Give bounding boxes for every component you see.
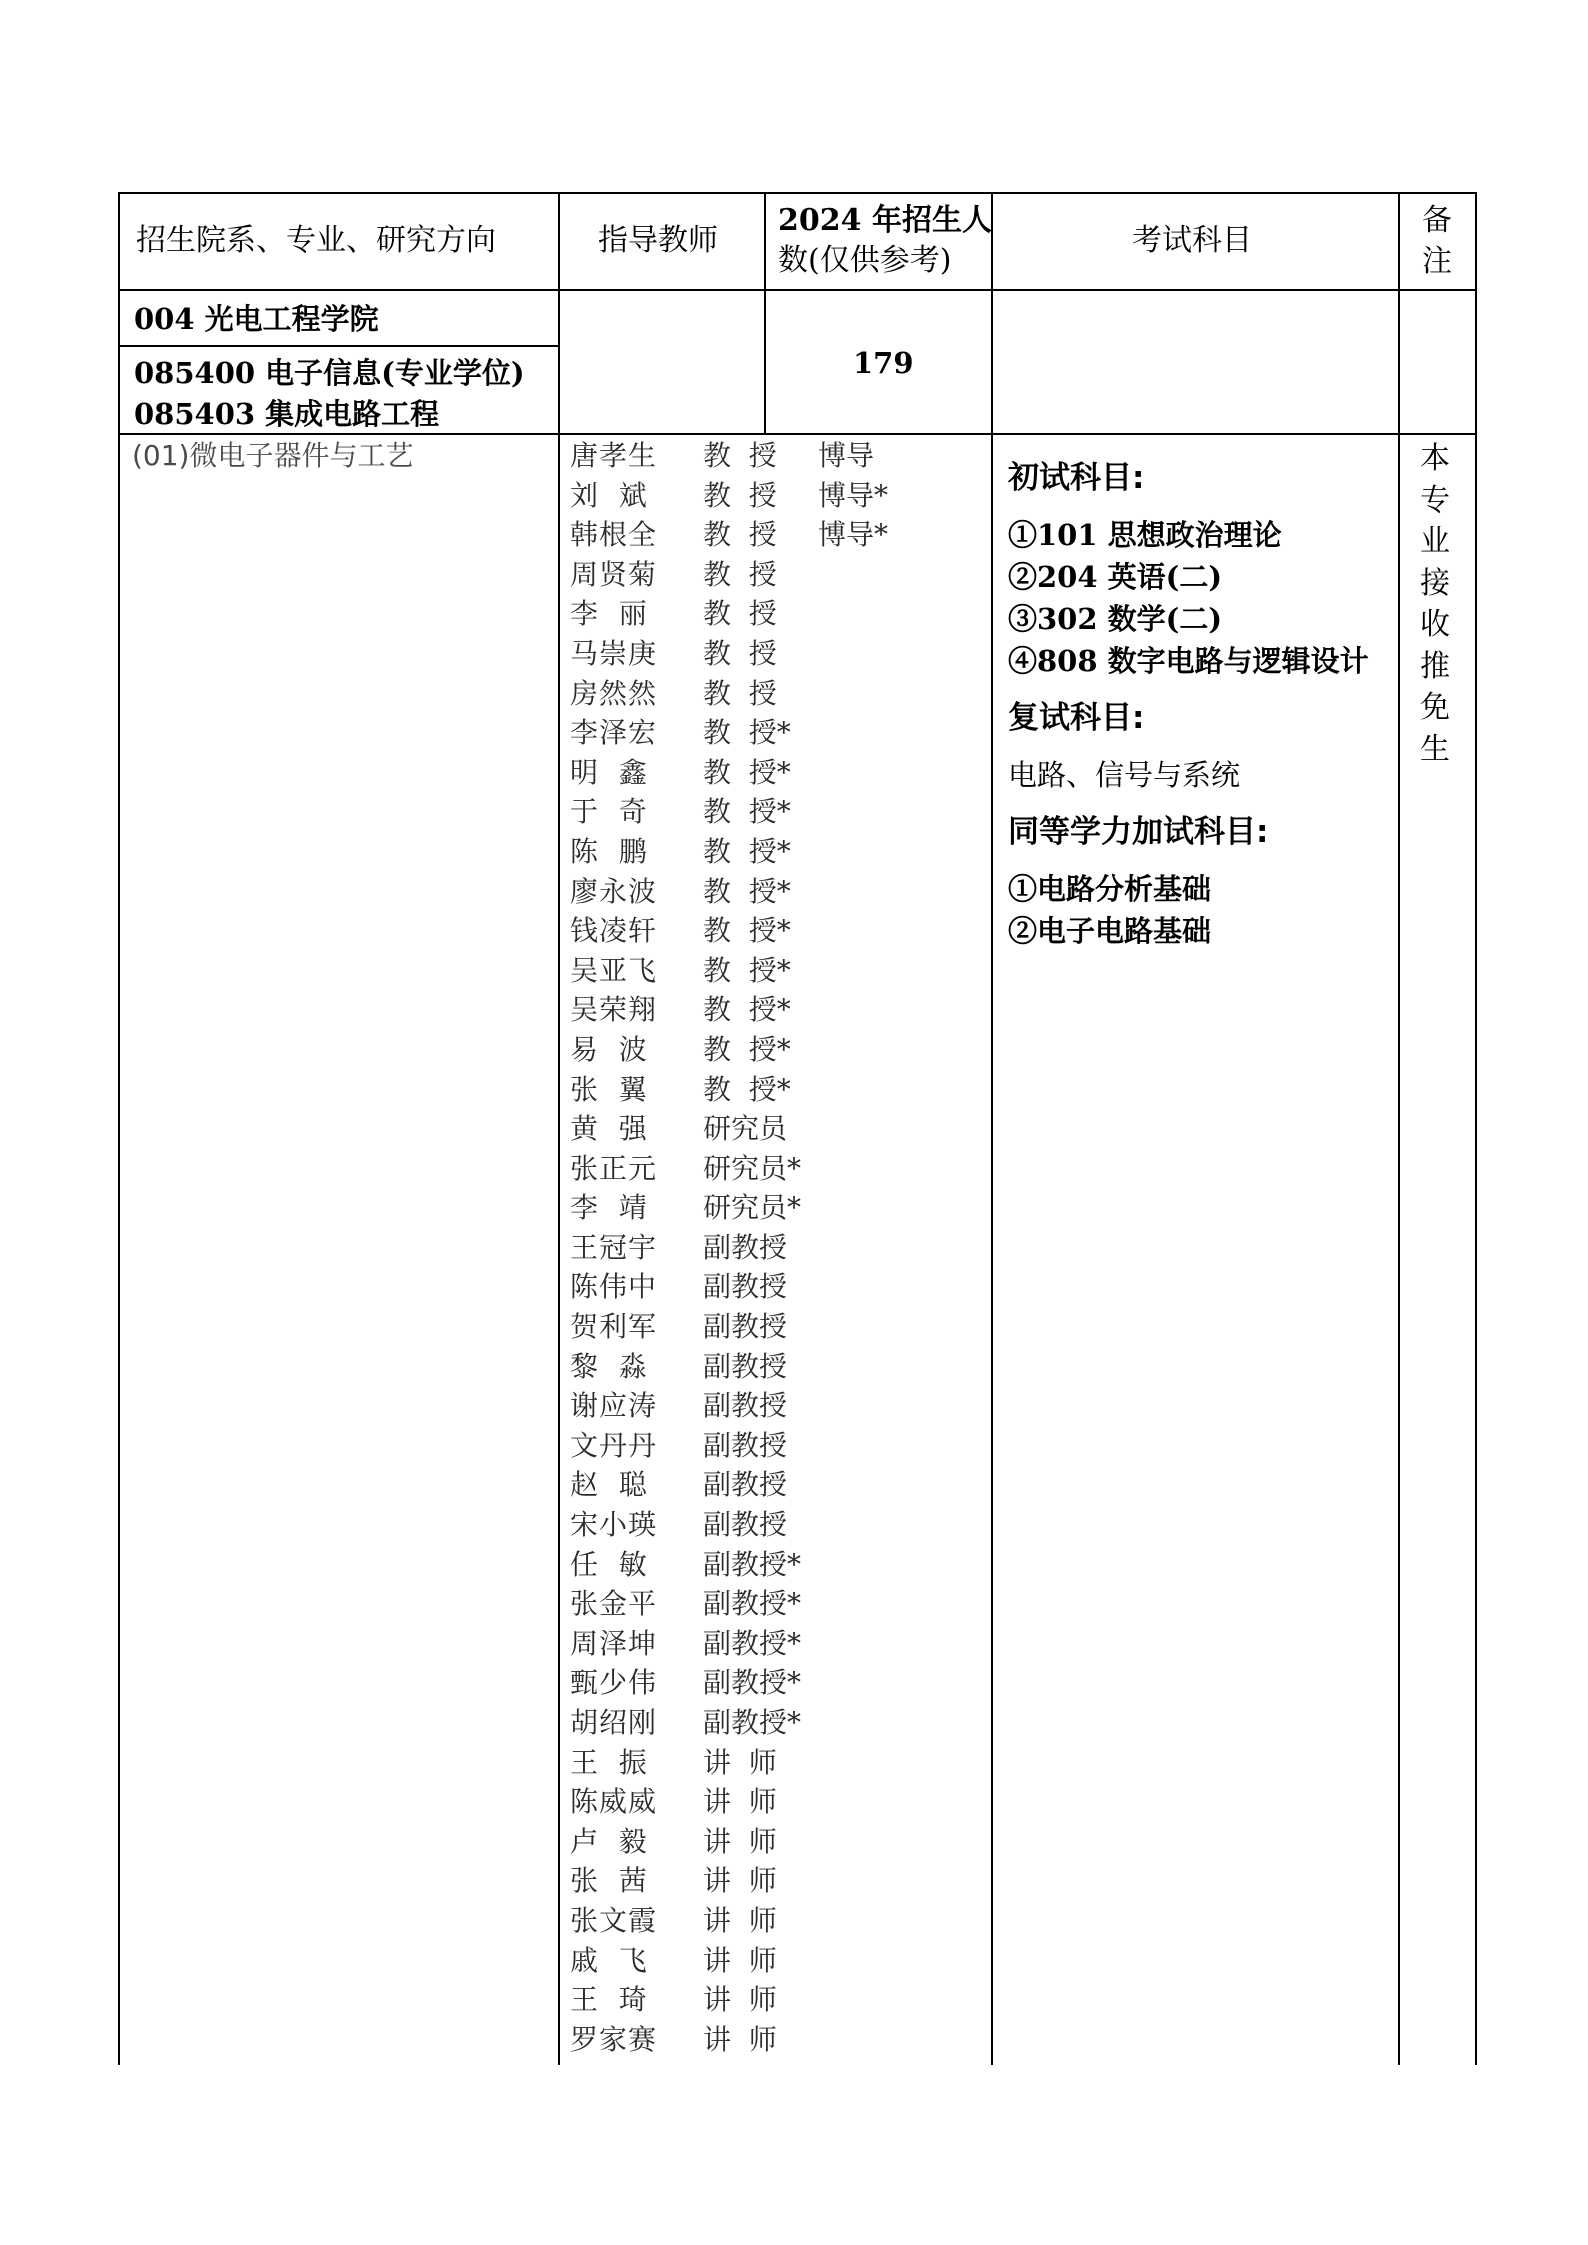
remark-char: 免 [1420, 690, 1450, 725]
advisor-name: 吴荣翔 [570, 993, 658, 1027]
advisor-row [570, 1545, 970, 1585]
advisor-row [570, 1070, 970, 1110]
remark-char: 接 [1420, 565, 1450, 601]
advisor-name: 张正元 [570, 1151, 658, 1185]
advisor-note: 博导* [818, 518, 889, 552]
table-border-top [118, 192, 1477, 194]
remark-char: 专 [1420, 482, 1450, 518]
research-direction: (01)微电子器件与工艺 [132, 439, 414, 472]
advisor-name: 易 波 [570, 1032, 648, 1066]
advisor-name: 张 翼 [570, 1072, 648, 1106]
advisor-title: 副教授 [703, 1468, 788, 1502]
advisor-name: 谢应涛 [570, 1389, 658, 1423]
advisor-name: 王 振 [570, 1745, 648, 1779]
equivalent-exam-heading: 同等学力加试科目: [1008, 814, 1269, 850]
col-divider-4 [1398, 192, 1400, 2065]
initial-exam-item: ④808 数字电路与逻辑设计 [1008, 644, 1369, 678]
advisor-title: 副教授* [703, 1666, 802, 1700]
advisor-row [570, 1703, 970, 1743]
advisor-name: 宋小瑛 [570, 1508, 658, 1542]
school-name: 004 光电工程学院 [134, 302, 379, 336]
advisor-name: 周贤菊 [570, 557, 658, 591]
advisor-row [570, 634, 970, 674]
advisor-row [570, 753, 970, 793]
advisor-name: 罗家赛 [570, 2022, 658, 2056]
advisor-list [570, 436, 970, 2059]
remark-char: 推 [1420, 648, 1450, 684]
advisor-row [570, 1505, 970, 1545]
advisor-title: 副教授 [703, 1310, 788, 1344]
advisor-row [570, 594, 970, 634]
advisor-row [570, 1228, 970, 1268]
advisor-name: 贺利军 [570, 1310, 658, 1344]
advisor-title: 讲 师 [703, 1943, 777, 1977]
advisor-name: 钱凌轩 [570, 914, 658, 948]
advisor-row [570, 1465, 970, 1505]
advisor-title: 教 授* [703, 795, 791, 829]
advisor-title: 研究员* [703, 1151, 802, 1185]
advisor-row [570, 1980, 970, 2020]
advisor-row [570, 1347, 970, 1387]
retest-heading: 复试科目: [1008, 700, 1145, 736]
advisor-title: 副教授 [703, 1230, 788, 1264]
advisor-name: 王冠宇 [570, 1230, 658, 1264]
sub-major-name: 085403 集成电路工程 [134, 397, 440, 431]
advisor-row [570, 1030, 970, 1070]
advisor-title: 副教授 [703, 1270, 788, 1304]
advisor-row [570, 872, 970, 912]
advisor-name: 房然然 [570, 676, 658, 710]
advisor-title: 教 授* [703, 755, 791, 789]
initial-exam-heading: 初试科目: [1008, 460, 1145, 496]
advisor-name: 于 奇 [570, 795, 648, 829]
advisor-row [570, 1663, 970, 1703]
advisor-row [570, 1624, 970, 1664]
col-divider-3 [991, 192, 993, 2065]
advisor-name: 刘 斌 [570, 478, 648, 512]
col-divider-2 [764, 192, 766, 435]
advisor-name: 张文霞 [570, 1903, 658, 1937]
advisor-row [570, 1267, 970, 1307]
advisor-title: 教 授 [703, 518, 777, 552]
table-border-left [118, 192, 120, 2065]
advisor-name: 李 丽 [570, 597, 648, 631]
header-advisor: 指导教师 [598, 223, 718, 258]
advisor-title: 讲 师 [703, 1983, 777, 2017]
advisor-title: 副教授 [703, 1428, 788, 1462]
advisor-title: 讲 师 [703, 1824, 777, 1858]
advisor-title: 副教授* [703, 1587, 802, 1621]
advisor-row [570, 555, 970, 595]
school-row-divider [118, 345, 560, 347]
advisor-title: 讲 师 [703, 1785, 777, 1819]
initial-exam-item: ①101 思想政治理论 [1008, 518, 1282, 552]
remark [1420, 438, 1450, 770]
equivalent-exam-item: ①电路分析基础 [1008, 872, 1212, 906]
advisor-name: 韩根全 [570, 518, 658, 552]
advisor-title: 教 授 [703, 636, 777, 670]
advisor-row [570, 1149, 970, 1189]
advisor-row [570, 1822, 970, 1862]
header-divider [118, 289, 1477, 291]
advisor-name: 甄少伟 [570, 1666, 658, 1700]
advisor-name: 李泽宏 [570, 716, 658, 750]
advisor-title: 教 授 [703, 676, 777, 710]
advisor-name: 黎 淼 [570, 1349, 648, 1383]
advisor-row [570, 990, 970, 1030]
advisor-title: 教 授 [703, 557, 777, 591]
advisor-title: 教 授* [703, 1072, 791, 1106]
advisor-row [570, 1941, 970, 1981]
advisor-row [570, 911, 970, 951]
advisor-title: 副教授* [703, 1706, 802, 1739]
advisor-title: 讲 师 [703, 1864, 777, 1898]
advisor-row [570, 1307, 970, 1347]
advisor-title: 教 授* [703, 914, 791, 948]
advisor-row [570, 1782, 970, 1822]
header-enrollment-line1: 2024 年招生人 [778, 203, 992, 238]
initial-exam-item: ②204 英语(二) [1008, 560, 1223, 594]
advisor-row [570, 832, 970, 872]
advisor-title: 讲 师 [703, 2022, 777, 2056]
advisor-title: 教 授* [703, 993, 791, 1027]
advisor-name: 卢 毅 [570, 1824, 648, 1858]
advisor-row [570, 436, 970, 476]
header-enrollment-line2: 数(仅供参考) [778, 243, 952, 278]
advisor-title: 教 授* [703, 834, 791, 868]
advisor-name: 张金平 [570, 1587, 658, 1621]
advisor-title: 教 授 [703, 478, 777, 512]
advisor-name: 黄 强 [570, 1112, 648, 1146]
exam-subjects [1008, 456, 1398, 952]
remark-char: 业 [1420, 524, 1450, 559]
advisor-title: 教 授* [703, 953, 791, 987]
advisor-name: 廖永波 [570, 874, 658, 908]
advisor-name: 文丹丹 [570, 1428, 658, 1462]
advisor-row [570, 1426, 970, 1466]
major-name: 085400 电子信息(专业学位) [134, 356, 525, 390]
advisor-name: 戚 飞 [570, 1943, 648, 1977]
advisor-row [570, 476, 970, 516]
advisor-note: 博导* [818, 478, 889, 512]
advisor-title: 教 授* [703, 874, 791, 908]
advisor-title: 研究员* [703, 1191, 802, 1225]
advisor-row [570, 1861, 970, 1901]
remark-char: 生 [1420, 731, 1450, 767]
advisor-name: 张 茜 [570, 1864, 648, 1898]
advisor-row [570, 1109, 970, 1149]
advisor-row [570, 1743, 970, 1783]
advisor-name: 王 琦 [570, 1983, 648, 2017]
remark-char: 收 [1420, 607, 1450, 642]
advisor-note: 博导 [818, 439, 875, 472]
advisor-name: 胡绍刚 [570, 1706, 658, 1739]
advisor-name: 陈伟中 [570, 1270, 658, 1304]
advisor-name: 任 敏 [570, 1547, 648, 1581]
advisor-title: 副教授 [703, 1349, 788, 1383]
header-department: 招生院系、专业、研究方向 [136, 223, 496, 258]
advisor-name: 马崇庚 [570, 636, 658, 670]
equivalent-exam-item: ②电子电路基础 [1008, 914, 1212, 948]
advisor-row [570, 1188, 970, 1228]
advisor-title: 教 授* [703, 716, 791, 750]
advisor-name: 李 靖 [570, 1191, 648, 1225]
advisor-name: 吴亚飞 [570, 953, 658, 987]
advisor-row [570, 1386, 970, 1426]
table-border-right [1475, 192, 1477, 2065]
col-divider-1 [558, 192, 560, 2065]
initial-exam-item: ③302 数学(二) [1008, 602, 1223, 636]
advisor-row [570, 1584, 970, 1624]
advisor-title: 教 授 [703, 597, 777, 631]
enrollment-count: 179 [853, 346, 914, 380]
advisor-row [570, 713, 970, 753]
advisor-title: 副教授* [703, 1626, 802, 1660]
advisor-title: 教 授* [703, 1032, 791, 1066]
header-remark-line2: 注 [1422, 244, 1452, 279]
advisor-title: 副教授 [703, 1508, 788, 1542]
advisor-name: 周泽坤 [570, 1626, 658, 1660]
advisor-title: 讲 师 [703, 1745, 777, 1779]
advisor-name: 赵 聪 [570, 1468, 648, 1502]
advisor-name: 唐孝生 [570, 439, 658, 472]
retest-item: 电路、信号与系统 [1008, 758, 1241, 792]
advisor-title: 副教授 [703, 1389, 788, 1423]
advisor-row [570, 515, 970, 555]
remark-char: 本 [1420, 441, 1450, 476]
advisor-title: 副教授* [703, 1547, 802, 1581]
advisor-row [570, 1901, 970, 1941]
advisor-title: 教 授 [703, 439, 777, 472]
advisor-title: 研究员 [703, 1112, 788, 1146]
advisor-name: 陈威威 [570, 1785, 658, 1819]
advisor-row [570, 2020, 970, 2060]
header-exam-subjects: 考试科目 [1132, 223, 1252, 258]
advisor-row [570, 951, 970, 991]
header-remark-line1: 备 [1422, 203, 1452, 238]
advisor-name: 陈 鹏 [570, 834, 648, 868]
advisor-row [570, 674, 970, 714]
advisor-row [570, 792, 970, 832]
advisor-name: 明 鑫 [570, 755, 648, 789]
advisor-title: 讲 师 [703, 1903, 777, 1937]
